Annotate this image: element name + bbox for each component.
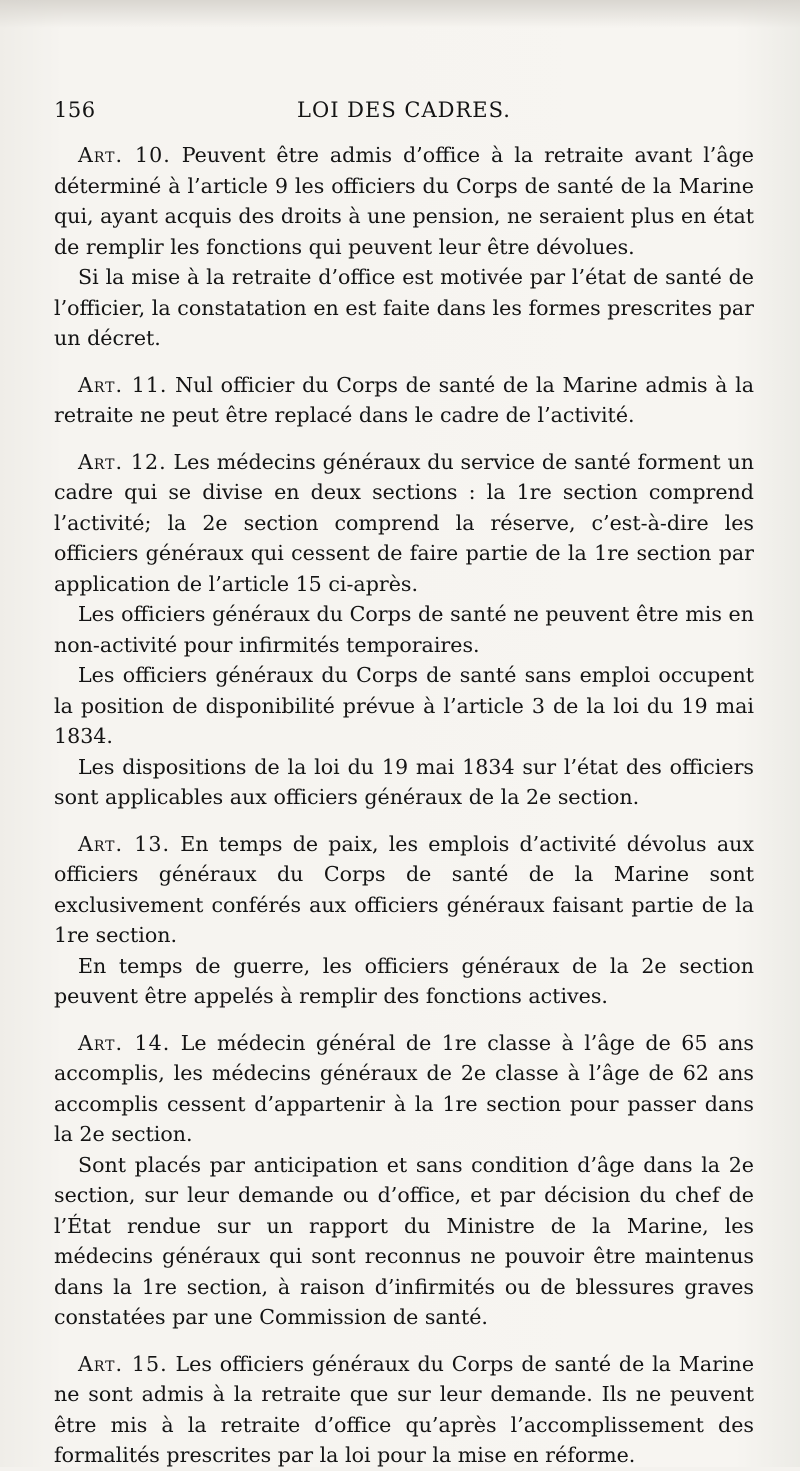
article-paragraph: Si la mise à la retraite d’office est motivée par l’état de santé de l’officier, la constatation en est faite dans les formes prescrites par un décret. bbox=[54, 265, 754, 350]
page-header bbox=[54, 98, 754, 132]
article-label: Art. 11. bbox=[78, 372, 168, 397]
article-11 bbox=[54, 370, 754, 431]
article-paragraph: Les officiers généraux du Corps de santé ne peuvent être mis en non-activité pour infirmités temporaires. bbox=[54, 602, 754, 657]
article-label: Art. 10. bbox=[78, 143, 171, 167]
article-paragraph: En temps de guerre, les officiers généraux de la 2e section peuvent être appelés à remplir des fonctions actives. bbox=[54, 953, 754, 1008]
article-14 bbox=[54, 1028, 754, 1333]
article-text: Le médecin général de 1re classe à l’âge de 65 ans accomplis, les médecins généraux de 2e classe à l’âge de 62 ans accomplis cessent d’appartenir à la 1re section pour passer dans la 2e section. bbox=[54, 1030, 754, 1146]
article-paragraph bbox=[54, 829, 754, 951]
article-text: En temps de paix, les emplois d’activité dévolus aux officiers généraux du Corps de santé de la Marine sont exclusivement conférés aux officiers généraux faisant partie de la 1re section. bbox=[54, 831, 754, 947]
article-paragraph bbox=[54, 447, 754, 600]
article-10 bbox=[54, 140, 754, 354]
page-body bbox=[54, 140, 754, 1471]
article-label: Art. 15. bbox=[78, 1351, 168, 1376]
article-text: Les officiers généraux du Corps de santé de la Marine ne sont admis à la retraite que sur leur demande. Ils ne peuvent être mis à la retraite d’office qu’après l’accomplissement des formalités prescrites par la loi pour la mise en réforme. bbox=[54, 1351, 755, 1467]
article-12 bbox=[54, 447, 754, 813]
scan-edge-shadow bbox=[0, 0, 800, 28]
article-paragraph bbox=[54, 140, 754, 262]
article-text: Nul officier du Corps de santé de la Marine admis à la retraite ne peut être replacé dans le cadre de l’activité. bbox=[54, 372, 754, 427]
article-paragraph bbox=[54, 1349, 754, 1471]
page-number: 156 bbox=[54, 98, 96, 122]
article-label: Art. 14. bbox=[78, 1030, 171, 1055]
article-paragraph bbox=[54, 370, 754, 431]
article-text: Les médecins généraux du service de santé forment un cadre qui se divise en deux sections : la 1re section comprend l’activité; la 2e section comprend la réserve, c’est-à-dire les officiers généraux qui cessent de faire partie de la 1re section par application de l’article 15 ci-après. bbox=[54, 449, 755, 596]
article-paragraph: Sont placés par anticipation et sans condition d’âge dans la 2e section, sur leur demande ou d’office, et par décision du chef de l’État rendue sur un rapport du Ministre de la Marine, les médecins généraux qui sont reconnus ne pouvoir être maintenus dans la 1re section, à raison d’infirmités ou de blessures graves constatées par une Commission de santé. bbox=[54, 1152, 754, 1329]
article-15 bbox=[54, 1349, 754, 1471]
article-paragraph: Les officiers généraux du Corps de santé sans emploi occupent la position de disponibilité prévue à l’article 3 de la loi du 19 mai 1834. bbox=[54, 663, 754, 748]
article-label: Art. 13. bbox=[78, 831, 171, 856]
article-label: Art. 12. bbox=[78, 449, 167, 474]
article-paragraph: Les dispositions de la loi du 19 mai 1834 sur l’état des officiers sont applicables aux officiers généraux de la 2e section. bbox=[54, 754, 754, 809]
article-13 bbox=[54, 829, 754, 1012]
article-paragraph bbox=[54, 1028, 754, 1150]
running-title: LOI DES CADRES. bbox=[297, 98, 511, 122]
article-text: Peuvent être admis d’office à la retraite avant l’âge déterminé à l’article 9 les officiers du Corps de santé de la Marine qui, ayant acquis des droits à une pension, ne seraient plus en état de remplir les fonctions qui peuvent leur être dévolues. bbox=[54, 143, 754, 259]
